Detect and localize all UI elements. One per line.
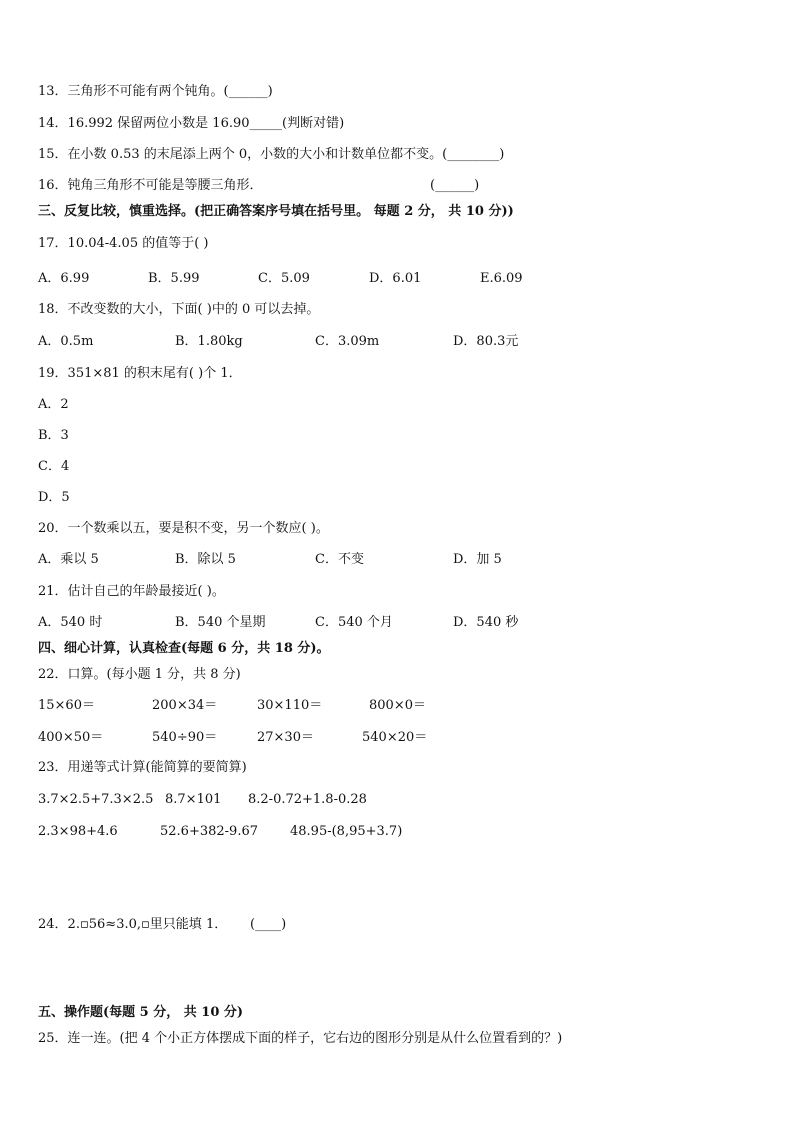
section-4-heading: 四、细心计算，认真检查(每题 6 分，共 18 分)。: [38, 641, 330, 656]
q19-option-b: B．3: [38, 428, 69, 443]
q19-option-c: C．4: [38, 459, 70, 474]
q18-option-a: A．0.5m: [38, 334, 94, 349]
q20-option-d: D．加 5: [453, 552, 502, 567]
q17-option-c: C．5.09: [258, 271, 310, 286]
question-22: 22．口算。(每小题 1 分，共 8 分): [38, 667, 241, 682]
q18-option-c: C．3.09m: [315, 334, 380, 349]
question-24-blank: (____): [250, 917, 287, 932]
question-18: 18．不改变数的大小，下面( )中的 0 可以去掉。: [38, 302, 320, 317]
section-3-heading: 三、反复比较，慎重选择。(把正确答案序号填在括号里。 每题 2 分， 共 10 分)): [38, 204, 514, 219]
question-25: 25．连一连。(把 4 个小正方体摆成下面的样子，它右边的图形分别是从什么位置看到的？): [38, 1031, 563, 1046]
q17-option-d: D．6.01: [369, 271, 422, 286]
question-20: 20．一个数乘以五，要是积不变，另一个数应( )。: [38, 521, 329, 536]
q22-item: 15×60＝: [38, 698, 95, 713]
question-16: 16．钝角三角形不可能是等腰三角形．: [38, 178, 263, 193]
q17-option-b: B．5.99: [148, 271, 200, 286]
q23-item: 52.6+382-9.67: [160, 824, 258, 839]
q22-item: 540÷90＝: [152, 730, 218, 745]
q22-item: 800×0＝: [369, 698, 426, 713]
question-16-blank: (______): [430, 178, 480, 193]
question-24: 24．2.▫56≈3.0,▫里只能填 1．: [38, 917, 228, 932]
q21-option-a: A．540 时: [38, 615, 103, 630]
question-13: 13．三角形不可能有两个钝角。(______): [38, 84, 273, 99]
q18-option-d: D．80.3元: [453, 334, 519, 349]
q17-option-a: A．6.99: [38, 271, 90, 286]
q20-option-c: C．不变: [315, 552, 364, 567]
q23-item: 2.3×98+4.6: [38, 824, 118, 839]
q20-option-a: A．乘以 5: [38, 552, 99, 567]
q22-item: 30×110＝: [257, 698, 323, 713]
q19-option-a: A．2: [38, 397, 69, 412]
q18-option-b: B．1.80kg: [175, 334, 243, 349]
question-21: 21．估计自己的年龄最接近( )。: [38, 584, 225, 599]
question-15: 15．在小数 0.53 的末尾添上两个 0，小数的大小和计数单位都不变。(________): [38, 147, 505, 162]
question-19: 19．351×81 的积末尾有( )个 1．: [38, 366, 242, 381]
q21-option-d: D．540 秒: [453, 615, 519, 630]
q23-item: 48.95-(8,95+3.7): [290, 824, 403, 839]
question-14: 14．16.992 保留两位小数是 16.90_____(判断对错): [38, 116, 345, 131]
q23-item: 3.7×2.5+7.3×2.5: [38, 792, 154, 807]
q23-item: 8.7×101: [165, 792, 222, 807]
question-23: 23．用递等式计算(能简算的要简算): [38, 760, 247, 775]
question-17: 17．10.04-4.05 的值等于( ): [38, 236, 209, 251]
section-5-heading: 五、操作题(每题 5 分， 共 10 分): [38, 1005, 244, 1020]
q21-option-b: B．540 个星期: [175, 615, 266, 630]
q20-option-b: B．除以 5: [175, 552, 236, 567]
q19-option-d: D．5: [38, 490, 70, 505]
q22-item: 400×50＝: [38, 730, 104, 745]
q22-item: 200×34＝: [152, 698, 218, 713]
q22-item: 27×30＝: [257, 730, 314, 745]
q22-item: 540×20＝: [362, 730, 428, 745]
q17-option-e: E.6.09: [480, 271, 523, 286]
q21-option-c: C．540 个月: [315, 615, 393, 630]
q23-item: 8.2-0.72+1.8-0.28: [248, 792, 367, 807]
